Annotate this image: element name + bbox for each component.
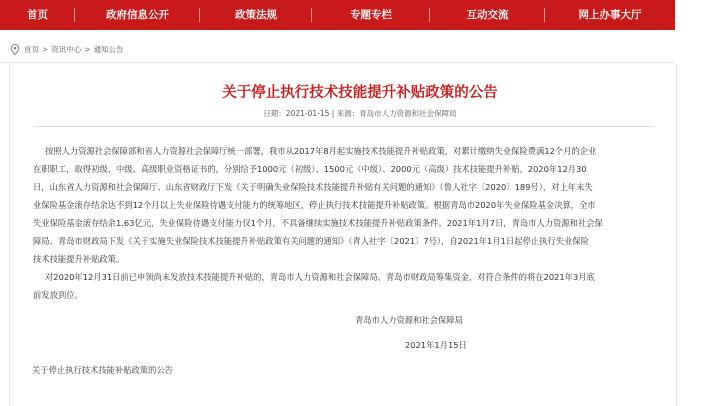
article-title: 关于停止执行技术技能提升补贴政策的公告 — [222, 85, 498, 101]
signature-org: 青岛市人力资源和社会保障局 — [355, 315, 463, 325]
breadcrumb-separator: > — [42, 44, 49, 54]
breadcrumb-divider — [0, 62, 675, 63]
nav-special-topics[interactable]: 专题专栏 — [312, 0, 430, 30]
breadcrumb-notices[interactable]: 通知公告 — [93, 44, 124, 54]
paragraph-2-line-1: 对2020年12月31日前已申领尚未发放技术技能提升补贴的，青岛市人力资源和社会保障局、青岛市财政局筹集资金，对符合条件的将在2021年3月底 — [45, 272, 595, 282]
nav-online-services[interactable]: 网上办事大厅 — [578, 9, 642, 21]
nav-interaction[interactable]: 互动交流 — [430, 0, 545, 30]
attachment-link[interactable]: 关于停止执行技术技能补贴政策的公告 — [32, 365, 174, 375]
breadcrumb-news[interactable]: 资讯中心 — [51, 44, 82, 54]
signature-date: 2021年1月15日 — [405, 340, 467, 350]
breadcrumb — [10, 41, 124, 57]
paragraph-2-line-2: 前发放到位。 — [33, 290, 83, 300]
paragraph-1-line-5: 失业保险基金滚存结余1.63亿元，失业保险待遇支付能力仅1个月，不具备继续实施技术技能提升补贴政策条件。2021年1月7日，青岛市人力资源和社会保 — [33, 218, 603, 228]
nav-gov-info[interactable]: 政府信息公开 — [75, 0, 200, 30]
paragraph-1-line-3: 日，山东省人力资源和社会保障厅、山东省财政厅下发《关于明确失业保险技术技能提升补贴有关问题的通知》（鲁人社字〔2020〕189号），对上年末失 — [33, 182, 593, 192]
paragraph-1-line-4: 业保险基金滚存结余达不到12个月以上失业保险待遇支付能力的统筹地区，停止执行技术技能提升补贴政策。根据青岛市2020年失业保险基金决算，全市 — [33, 200, 596, 210]
breadcrumb-home[interactable]: 首页 — [24, 44, 39, 54]
top-nav — [0, 0, 675, 30]
breadcrumb-separator: > — [84, 44, 91, 54]
title-divider — [34, 126, 654, 127]
paragraph-1-line-2: 在职职工，取得初级、中级、高级职业资格证书的，分别给予1000元（初级）、1500元（中级）、2000元（高级）技术技能提升补贴。2020年12月30 — [33, 164, 587, 174]
paragraph-1-line-6: 障局、青岛市财政局下发《关于实施失业保险技术技能提升补贴政策有关问题的通知》（青人社字〔2021〕7号），自2021年1月1日起停止执行失业保险 — [33, 236, 589, 246]
paragraph-1-line-1: 按照人力资源社会保障部和省人力资源社会保障厅统一部署，我市从2017年8月起实施技术技能提升补贴政策，对累计缴纳失业保险费满12个月的企业 — [45, 146, 597, 156]
nav-home[interactable]: 首页 — [0, 0, 75, 30]
paragraph-1-line-7: 技术技能提升补贴政策。 — [33, 254, 125, 264]
article-meta: 日期：2021-01-15 | 来源：青岛市人力资源和社会保障局 — [263, 109, 457, 118]
nav-policies[interactable]: 政策法规 — [200, 0, 312, 30]
location-pin-icon — [10, 44, 20, 55]
